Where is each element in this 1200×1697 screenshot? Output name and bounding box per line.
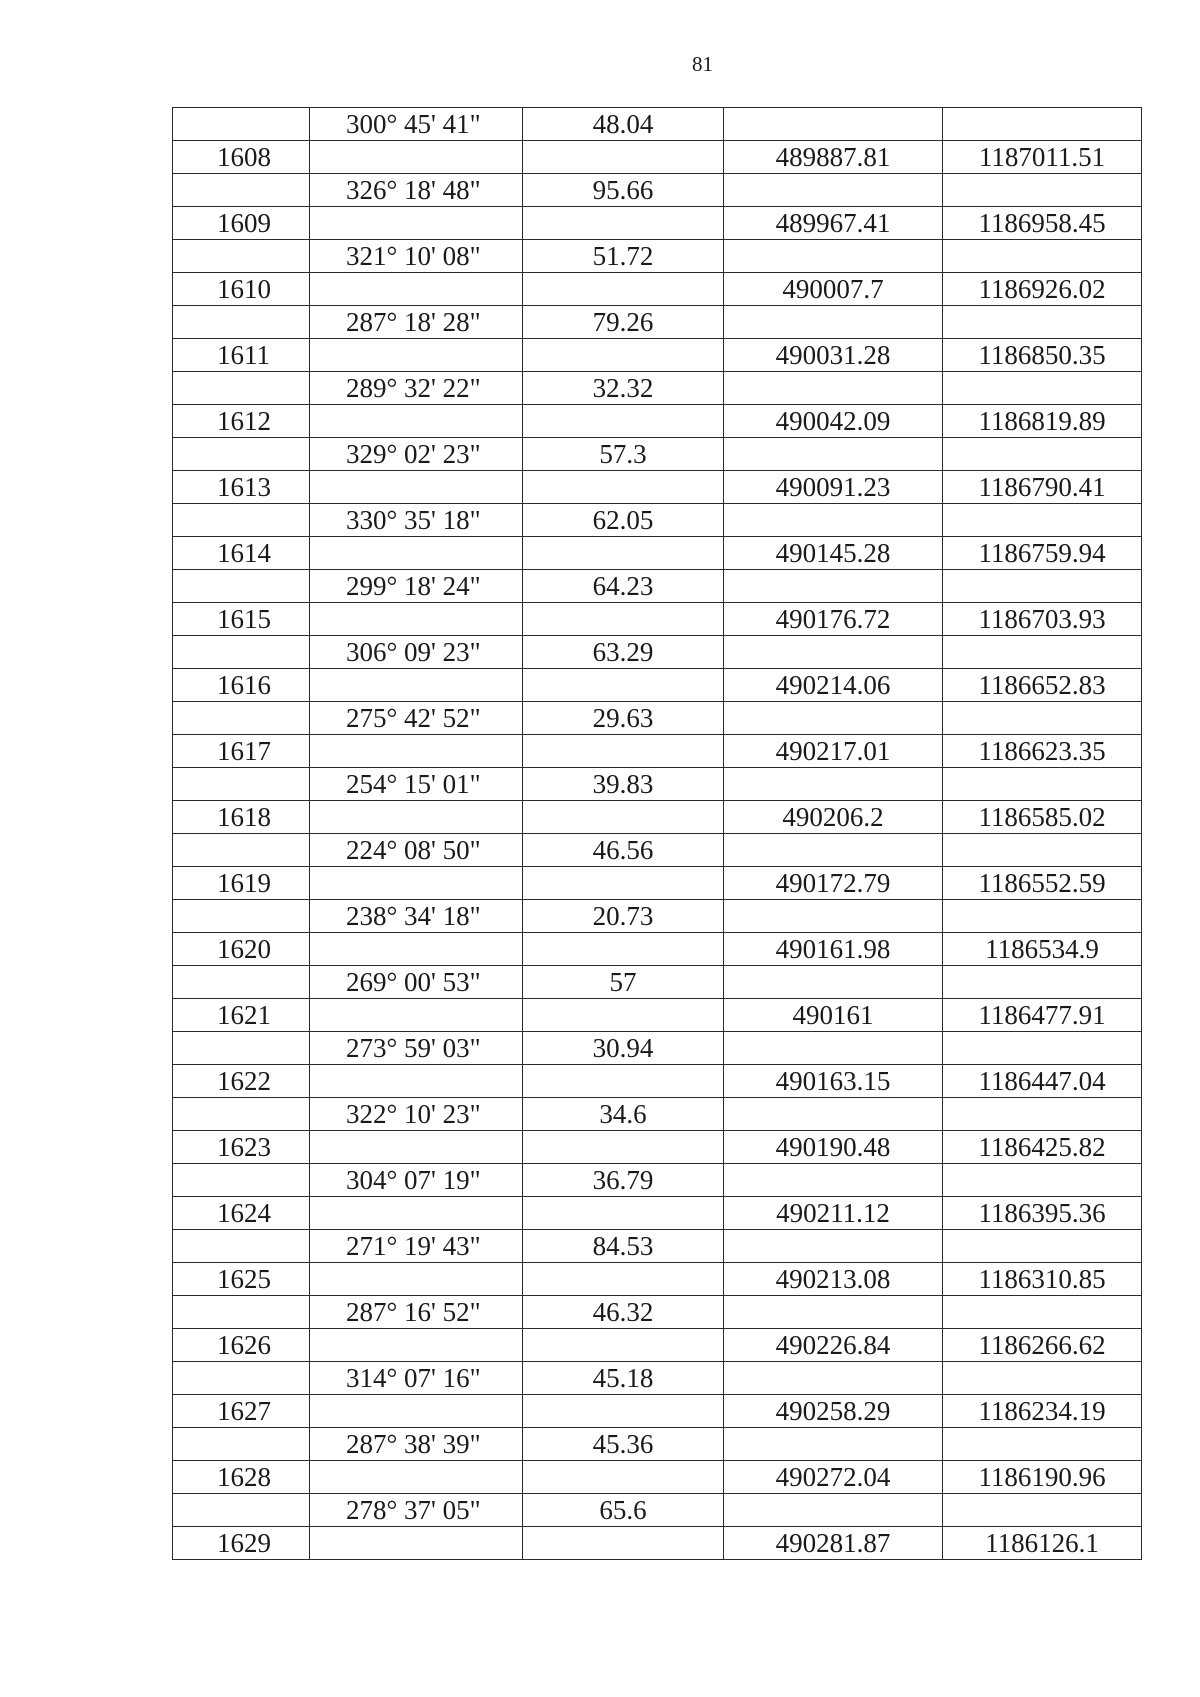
northing-cell: 490007.7 — [724, 273, 943, 306]
easting-cell — [943, 1428, 1142, 1461]
distance-cell — [523, 1131, 724, 1164]
station-row — [173, 669, 1142, 702]
bearing-cell: 321° 10' 08" — [310, 240, 523, 273]
station-row — [173, 405, 1142, 438]
northing-cell: 490161 — [724, 999, 943, 1032]
bearing-cell — [310, 1263, 523, 1296]
station-cell — [173, 372, 310, 405]
bearing-cell — [310, 801, 523, 834]
distance-cell: 36.79 — [523, 1164, 724, 1197]
page-number: 81 — [692, 52, 713, 76]
station-row — [173, 603, 1142, 636]
northing-cell — [724, 834, 943, 867]
distance-cell: 39.83 — [523, 768, 724, 801]
northing-cell — [724, 702, 943, 735]
station-row — [173, 735, 1142, 768]
distance-cell: 45.18 — [523, 1362, 724, 1395]
northing-cell: 490161.98 — [724, 933, 943, 966]
northing-cell: 490176.72 — [724, 603, 943, 636]
bearing-cell — [310, 141, 523, 174]
northing-cell — [724, 174, 943, 207]
traverse-line-row — [173, 306, 1142, 339]
traverse-line-row — [173, 966, 1142, 999]
station-cell: 1615 — [173, 603, 310, 636]
bearing-cell: 254° 15' 01" — [310, 768, 523, 801]
easting-cell — [943, 1296, 1142, 1329]
easting-cell: 1187011.51 — [943, 141, 1142, 174]
easting-cell: 1186425.82 — [943, 1131, 1142, 1164]
easting-cell: 1186395.36 — [943, 1197, 1142, 1230]
distance-cell — [523, 471, 724, 504]
station-cell: 1627 — [173, 1395, 310, 1428]
bearing-cell: 326° 18' 48" — [310, 174, 523, 207]
easting-cell — [943, 570, 1142, 603]
station-cell — [173, 1362, 310, 1395]
easting-cell: 1186266.62 — [943, 1329, 1142, 1362]
northing-cell: 490190.48 — [724, 1131, 943, 1164]
easting-cell — [943, 636, 1142, 669]
station-row — [173, 273, 1142, 306]
distance-cell: 45.36 — [523, 1428, 724, 1461]
easting-cell: 1186310.85 — [943, 1263, 1142, 1296]
bearing-cell — [310, 1329, 523, 1362]
station-cell: 1619 — [173, 867, 310, 900]
traverse-line-row — [173, 1230, 1142, 1263]
northing-cell: 490217.01 — [724, 735, 943, 768]
distance-cell: 46.32 — [523, 1296, 724, 1329]
station-row — [173, 1197, 1142, 1230]
bearing-cell: 238° 34' 18" — [310, 900, 523, 933]
bearing-cell — [310, 867, 523, 900]
station-cell — [173, 240, 310, 273]
bearing-cell: 299° 18' 24" — [310, 570, 523, 603]
northing-cell — [724, 1032, 943, 1065]
traverse-line-row — [173, 834, 1142, 867]
distance-cell — [523, 669, 724, 702]
survey-coordinates-table — [172, 107, 1142, 1560]
bearing-cell — [310, 1527, 523, 1560]
northing-cell — [724, 570, 943, 603]
bearing-cell: 278° 37' 05" — [310, 1494, 523, 1527]
northing-cell: 489887.81 — [724, 141, 943, 174]
station-cell — [173, 174, 310, 207]
easting-cell — [943, 174, 1142, 207]
station-cell: 1614 — [173, 537, 310, 570]
station-row — [173, 801, 1142, 834]
traverse-line-row — [173, 768, 1142, 801]
easting-cell: 1186926.02 — [943, 273, 1142, 306]
station-cell — [173, 1230, 310, 1263]
easting-cell — [943, 834, 1142, 867]
easting-cell — [943, 306, 1142, 339]
northing-cell — [724, 1098, 943, 1131]
easting-cell — [943, 372, 1142, 405]
distance-cell: 79.26 — [523, 306, 724, 339]
bearing-cell — [310, 405, 523, 438]
station-cell: 1616 — [173, 669, 310, 702]
distance-cell: 32.32 — [523, 372, 724, 405]
station-cell: 1621 — [173, 999, 310, 1032]
bearing-cell — [310, 339, 523, 372]
bearing-cell: 287° 18' 28" — [310, 306, 523, 339]
station-cell: 1623 — [173, 1131, 310, 1164]
distance-cell — [523, 1263, 724, 1296]
bearing-cell: 287° 38' 39" — [310, 1428, 523, 1461]
distance-cell: 29.63 — [523, 702, 724, 735]
northing-cell: 490172.79 — [724, 867, 943, 900]
station-cell — [173, 306, 310, 339]
northing-cell — [724, 966, 943, 999]
northing-cell: 490145.28 — [724, 537, 943, 570]
bearing-cell — [310, 735, 523, 768]
distance-cell — [523, 207, 724, 240]
station-cell: 1629 — [173, 1527, 310, 1560]
easting-cell: 1186623.35 — [943, 735, 1142, 768]
northing-cell — [724, 438, 943, 471]
northing-cell — [724, 1296, 943, 1329]
northing-cell: 490091.23 — [724, 471, 943, 504]
distance-cell — [523, 537, 724, 570]
station-cell — [173, 966, 310, 999]
easting-cell: 1186552.59 — [943, 867, 1142, 900]
bearing-cell: 275° 42' 52" — [310, 702, 523, 735]
northing-cell — [724, 1428, 943, 1461]
northing-cell: 490226.84 — [724, 1329, 943, 1362]
station-cell — [173, 702, 310, 735]
bearing-cell — [310, 471, 523, 504]
northing-cell: 490211.12 — [724, 1197, 943, 1230]
distance-cell — [523, 141, 724, 174]
bearing-cell: 271° 19' 43" — [310, 1230, 523, 1263]
easting-cell — [943, 900, 1142, 933]
station-row — [173, 141, 1142, 174]
distance-cell — [523, 1527, 724, 1560]
easting-cell — [943, 702, 1142, 735]
traverse-line-row — [173, 372, 1142, 405]
northing-cell: 490206.2 — [724, 801, 943, 834]
bearing-cell: 330° 35' 18" — [310, 504, 523, 537]
station-row — [173, 999, 1142, 1032]
station-cell — [173, 1098, 310, 1131]
distance-cell — [523, 1461, 724, 1494]
easting-cell: 1186447.04 — [943, 1065, 1142, 1098]
station-row — [173, 933, 1142, 966]
bearing-cell — [310, 537, 523, 570]
station-row — [173, 1131, 1142, 1164]
easting-cell: 1186850.35 — [943, 339, 1142, 372]
northing-cell: 490213.08 — [724, 1263, 943, 1296]
station-row — [173, 537, 1142, 570]
traverse-line-row — [173, 1164, 1142, 1197]
distance-cell — [523, 1065, 724, 1098]
northing-cell — [724, 1164, 943, 1197]
station-row — [173, 339, 1142, 372]
distance-cell — [523, 273, 724, 306]
distance-cell — [523, 1197, 724, 1230]
bearing-cell — [310, 999, 523, 1032]
northing-cell — [724, 1230, 943, 1263]
station-row — [173, 1263, 1142, 1296]
traverse-line-row — [173, 1494, 1142, 1527]
easting-cell: 1186534.9 — [943, 933, 1142, 966]
bearing-cell: 322° 10' 23" — [310, 1098, 523, 1131]
bearing-cell — [310, 1131, 523, 1164]
traverse-line-row — [173, 570, 1142, 603]
northing-cell: 489967.41 — [724, 207, 943, 240]
station-row — [173, 1527, 1142, 1560]
bearing-cell — [310, 933, 523, 966]
distance-cell: 95.66 — [523, 174, 724, 207]
station-cell — [173, 570, 310, 603]
station-cell — [173, 1296, 310, 1329]
distance-cell: 51.72 — [523, 240, 724, 273]
bearing-cell: 224° 08' 50" — [310, 834, 523, 867]
northing-cell: 490214.06 — [724, 669, 943, 702]
northing-cell — [724, 1494, 943, 1527]
station-cell: 1608 — [173, 141, 310, 174]
easting-cell: 1186126.1 — [943, 1527, 1142, 1560]
easting-cell: 1186234.19 — [943, 1395, 1142, 1428]
distance-cell: 62.05 — [523, 504, 724, 537]
bearing-cell: 269° 00' 53" — [310, 966, 523, 999]
northing-cell: 490272.04 — [724, 1461, 943, 1494]
northing-cell: 490258.29 — [724, 1395, 943, 1428]
station-cell — [173, 900, 310, 933]
station-cell — [173, 504, 310, 537]
station-cell: 1622 — [173, 1065, 310, 1098]
bearing-cell: 287° 16' 52" — [310, 1296, 523, 1329]
easting-cell — [943, 1164, 1142, 1197]
northing-cell — [724, 504, 943, 537]
easting-cell: 1186585.02 — [943, 801, 1142, 834]
easting-cell: 1186819.89 — [943, 405, 1142, 438]
distance-cell: 57.3 — [523, 438, 724, 471]
easting-cell — [943, 768, 1142, 801]
northing-cell: 490163.15 — [724, 1065, 943, 1098]
northing-cell — [724, 372, 943, 405]
bearing-cell — [310, 1461, 523, 1494]
station-cell — [173, 834, 310, 867]
traverse-line-row — [173, 1428, 1142, 1461]
northing-cell — [724, 900, 943, 933]
station-cell: 1628 — [173, 1461, 310, 1494]
station-cell: 1609 — [173, 207, 310, 240]
bearing-cell — [310, 1197, 523, 1230]
bearing-cell: 289° 32' 22" — [310, 372, 523, 405]
northing-cell — [724, 306, 943, 339]
easting-cell: 1186790.41 — [943, 471, 1142, 504]
station-cell — [173, 108, 310, 141]
station-cell: 1610 — [173, 273, 310, 306]
distance-cell — [523, 1329, 724, 1362]
distance-cell — [523, 867, 724, 900]
station-row — [173, 207, 1142, 240]
distance-cell: 20.73 — [523, 900, 724, 933]
easting-cell: 1186190.96 — [943, 1461, 1142, 1494]
bearing-cell — [310, 207, 523, 240]
traverse-line-row — [173, 900, 1142, 933]
northing-cell — [724, 240, 943, 273]
easting-cell — [943, 438, 1142, 471]
station-row — [173, 1065, 1142, 1098]
northing-cell: 490031.28 — [724, 339, 943, 372]
station-cell: 1612 — [173, 405, 310, 438]
traverse-line-row — [173, 174, 1142, 207]
distance-cell: 63.29 — [523, 636, 724, 669]
station-cell: 1611 — [173, 339, 310, 372]
bearing-cell: 306° 09' 23" — [310, 636, 523, 669]
distance-cell — [523, 999, 724, 1032]
distance-cell: 64.23 — [523, 570, 724, 603]
traverse-line-row — [173, 1032, 1142, 1065]
station-cell — [173, 1032, 310, 1065]
bearing-cell — [310, 1065, 523, 1098]
station-row — [173, 1329, 1142, 1362]
northing-cell — [724, 1362, 943, 1395]
northing-cell — [724, 636, 943, 669]
bearing-cell — [310, 273, 523, 306]
traverse-line-row — [173, 702, 1142, 735]
northing-cell — [724, 108, 943, 141]
bearing-cell — [310, 1395, 523, 1428]
traverse-line-row — [173, 1362, 1142, 1395]
easting-cell — [943, 1362, 1142, 1395]
distance-cell — [523, 1395, 724, 1428]
traverse-line-row — [173, 504, 1142, 537]
easting-cell: 1186652.83 — [943, 669, 1142, 702]
distance-cell — [523, 603, 724, 636]
easting-cell: 1186477.91 — [943, 999, 1142, 1032]
distance-cell — [523, 339, 724, 372]
easting-cell — [943, 1098, 1142, 1131]
station-cell: 1613 — [173, 471, 310, 504]
easting-cell — [943, 504, 1142, 537]
northing-cell — [724, 768, 943, 801]
bearing-cell: 329° 02' 23" — [310, 438, 523, 471]
station-cell: 1618 — [173, 801, 310, 834]
station-cell: 1617 — [173, 735, 310, 768]
station-cell — [173, 636, 310, 669]
bearing-cell — [310, 603, 523, 636]
easting-cell — [943, 240, 1142, 273]
bearing-cell: 304° 07' 19" — [310, 1164, 523, 1197]
easting-cell: 1186958.45 — [943, 207, 1142, 240]
bearing-cell: 314° 07' 16" — [310, 1362, 523, 1395]
survey-table-body — [173, 108, 1142, 1560]
bearing-cell — [310, 669, 523, 702]
station-row — [173, 471, 1142, 504]
bearing-cell: 273° 59' 03" — [310, 1032, 523, 1065]
northing-cell: 490281.87 — [724, 1527, 943, 1560]
easting-cell — [943, 1032, 1142, 1065]
easting-cell — [943, 1494, 1142, 1527]
station-cell — [173, 768, 310, 801]
distance-cell: 57 — [523, 966, 724, 999]
distance-cell: 46.56 — [523, 834, 724, 867]
station-cell — [173, 1164, 310, 1197]
distance-cell: 34.6 — [523, 1098, 724, 1131]
distance-cell: 48.04 — [523, 108, 724, 141]
distance-cell — [523, 801, 724, 834]
easting-cell: 1186759.94 — [943, 537, 1142, 570]
distance-cell — [523, 405, 724, 438]
traverse-line-row — [173, 1098, 1142, 1131]
distance-cell: 65.6 — [523, 1494, 724, 1527]
station-cell: 1624 — [173, 1197, 310, 1230]
distance-cell — [523, 933, 724, 966]
bearing-cell: 300° 45' 41" — [310, 108, 523, 141]
traverse-line-row — [173, 438, 1142, 471]
easting-cell — [943, 108, 1142, 141]
traverse-line-row — [173, 636, 1142, 669]
northing-cell: 490042.09 — [724, 405, 943, 438]
easting-cell — [943, 1230, 1142, 1263]
station-cell: 1620 — [173, 933, 310, 966]
station-cell — [173, 438, 310, 471]
station-cell — [173, 1494, 310, 1527]
station-cell: 1626 — [173, 1329, 310, 1362]
distance-cell: 30.94 — [523, 1032, 724, 1065]
easting-cell — [943, 966, 1142, 999]
easting-cell: 1186703.93 — [943, 603, 1142, 636]
distance-cell: 84.53 — [523, 1230, 724, 1263]
distance-cell — [523, 735, 724, 768]
station-cell: 1625 — [173, 1263, 310, 1296]
traverse-line-row — [173, 108, 1142, 141]
station-row — [173, 1395, 1142, 1428]
traverse-line-row — [173, 240, 1142, 273]
station-row — [173, 867, 1142, 900]
traverse-line-row — [173, 1296, 1142, 1329]
station-cell — [173, 1428, 310, 1461]
station-row — [173, 1461, 1142, 1494]
